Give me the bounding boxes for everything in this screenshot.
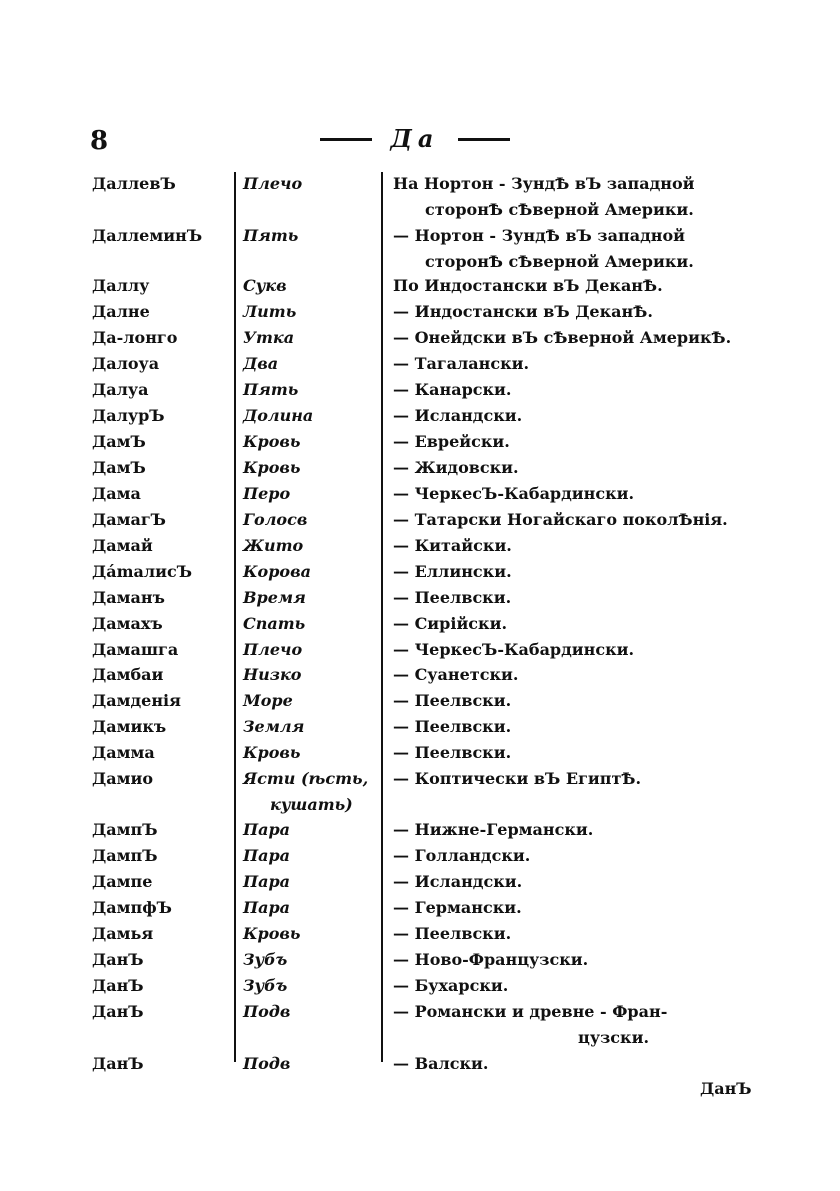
entry-language: — ЧеркесЪ-Кабардински. xyxy=(393,640,635,659)
entry-word: ДанЪ xyxy=(92,1054,144,1073)
entry-language: — Ново-Французски. xyxy=(393,950,589,969)
entry-language: — Индостански вЪ ДеканѢ. xyxy=(393,302,653,321)
entry-word: Дамья xyxy=(92,924,154,943)
entry-meaning: Плечо xyxy=(243,174,303,193)
entry-meaning: Перо xyxy=(243,484,291,503)
entry-language: — Пеелвски. xyxy=(393,743,512,762)
entry-meaning: Кровь xyxy=(243,432,301,451)
entry-word: Даманъ xyxy=(92,588,165,607)
entry-word: Дамикъ xyxy=(92,717,167,736)
entry-language: — Пеелвски. xyxy=(393,691,512,710)
entry-meaning: Два xyxy=(243,354,279,373)
entry-meaning: Пара xyxy=(243,846,291,865)
entry-language: — Еврейски. xyxy=(393,432,510,451)
entry-language: — Нижне-Германски. xyxy=(393,820,594,839)
running-head-title: Да xyxy=(390,124,440,153)
entry-word: Дамма xyxy=(92,743,155,762)
entry-word: ДанЪ xyxy=(92,950,144,969)
entry-language: На Нортон - ЗундѢ вЪ западной xyxy=(393,174,695,193)
entry-meaning: Пять xyxy=(243,226,299,245)
entry-meaning: Время xyxy=(243,588,306,607)
entry-meaning: Сукв xyxy=(243,276,287,295)
entry-word: Дама xyxy=(92,484,141,503)
entry-meaning: Ясти (ѣсть, xyxy=(243,769,369,788)
entry-language: — Пеелвски. xyxy=(393,717,512,736)
entry-word: Дамай xyxy=(92,536,153,555)
entry-word: Дамио xyxy=(92,769,154,788)
column-rule-left xyxy=(234,172,236,1062)
entry-meaning: Подв xyxy=(243,1054,291,1073)
entry-word: Дамбаи xyxy=(92,665,164,684)
entry-meaning: Пара xyxy=(243,872,291,891)
entry-meaning: Зубъ xyxy=(243,976,288,995)
entry-word: Даллу xyxy=(92,276,150,295)
entry-meaning: Пара xyxy=(243,820,291,839)
entry-meaning: Голосв xyxy=(243,510,308,529)
entry-meaning: Зубъ xyxy=(243,950,288,969)
entry-meaning: Плечо xyxy=(243,640,303,659)
entry-meaning: Лить xyxy=(243,302,297,321)
entry-language: — Онейдски вЪ сѢверной АмерикѢ. xyxy=(393,328,732,347)
entry-word: ДаллевЪ xyxy=(92,174,176,193)
entry-language: — Бухарски. xyxy=(393,976,509,995)
entry-meaning: Море xyxy=(243,691,293,710)
entry-language: — Исландски. xyxy=(393,872,523,891)
entry-word: ДаллеминЪ xyxy=(92,226,203,245)
entry-word: ДамЪ xyxy=(92,458,146,477)
entry-word: ДампфЪ xyxy=(92,898,172,917)
entry-meaning: Спать xyxy=(243,614,306,633)
entry-language-continued: сторонѢ сѢверной Америки. xyxy=(425,200,694,219)
entry-meaning: Пять xyxy=(243,380,299,399)
entry-language: По Индостански вЪ ДеканѢ. xyxy=(393,276,663,295)
entry-language: — Татарски Ногайскаго поколѢнія. xyxy=(393,510,728,529)
entry-meaning: Утка xyxy=(243,328,295,347)
entry-language: — Тагалански. xyxy=(393,354,530,373)
entry-word: Далоуа xyxy=(92,354,160,373)
entry-language: — Канарски. xyxy=(393,380,512,399)
entry-word: Дампе xyxy=(92,872,153,891)
entry-language: — Китайски. xyxy=(393,536,512,555)
entry-meaning: Подв xyxy=(243,1002,291,1021)
page-number: 8 xyxy=(90,126,109,156)
entry-language-continued: сторонѢ сѢверной Америки. xyxy=(425,252,694,271)
entry-meaning: Кровь xyxy=(243,924,301,943)
entry-word: ДанЪ xyxy=(92,1002,144,1021)
entry-word: ДámалисЪ xyxy=(92,562,193,581)
entry-word: ДамЪ xyxy=(92,432,146,451)
entry-meaning-continued: кушать) xyxy=(270,795,353,814)
entry-word: Далуа xyxy=(92,380,149,399)
entry-meaning: Земля xyxy=(243,717,305,736)
entry-language: — Еллински. xyxy=(393,562,512,581)
entry-meaning: Кровь xyxy=(243,743,301,762)
catchword: ДанЪ xyxy=(700,1079,752,1098)
entry-language: — Пеелвски. xyxy=(393,588,512,607)
entry-word: Далне xyxy=(92,302,150,321)
entry-meaning: Кровь xyxy=(243,458,301,477)
entry-language: — Германски. xyxy=(393,898,522,917)
running-head-dash-right xyxy=(458,138,510,141)
entry-language: — Суанетски. xyxy=(393,665,519,684)
entry-language: — ЧеркесЪ-Кабардински. xyxy=(393,484,635,503)
entry-language: — Нортон - ЗундѢ вЪ западной xyxy=(393,226,685,245)
entry-meaning: Корова xyxy=(243,562,311,581)
entry-meaning: Долина xyxy=(243,406,314,425)
entry-word: Дамашга xyxy=(92,640,179,659)
entry-word: Да-лонго xyxy=(92,328,178,347)
entry-word: Дамахъ xyxy=(92,614,163,633)
running-head xyxy=(320,124,510,154)
entry-word: ДампЪ xyxy=(92,846,158,865)
column-rule-right xyxy=(381,172,383,1062)
entry-word: ДанЪ xyxy=(92,976,144,995)
entry-meaning: Пара xyxy=(243,898,291,917)
entry-language: — Романски и древне - Фран- xyxy=(393,1002,668,1021)
entry-language: — Жидовски. xyxy=(393,458,519,477)
entry-language: — Валски. xyxy=(393,1054,489,1073)
entry-word: ДампЪ xyxy=(92,820,158,839)
entry-language: — Коптически вЪ ЕгиптѢ. xyxy=(393,769,642,788)
entry-language: — Голландски. xyxy=(393,846,531,865)
entry-word: ДалурЪ xyxy=(92,406,165,425)
entry-language: — Исландски. xyxy=(393,406,523,425)
entry-language: — Пеелвски. xyxy=(393,924,512,943)
entry-word: Дамденія xyxy=(92,691,181,710)
running-head-dash-left xyxy=(320,138,372,141)
entry-meaning: Жито xyxy=(243,536,304,555)
entry-language: — Сирійски. xyxy=(393,614,508,633)
entry-word: ДамагЪ xyxy=(92,510,166,529)
entry-language-continued: цузски. xyxy=(578,1028,650,1047)
entry-meaning: Низко xyxy=(243,665,302,684)
